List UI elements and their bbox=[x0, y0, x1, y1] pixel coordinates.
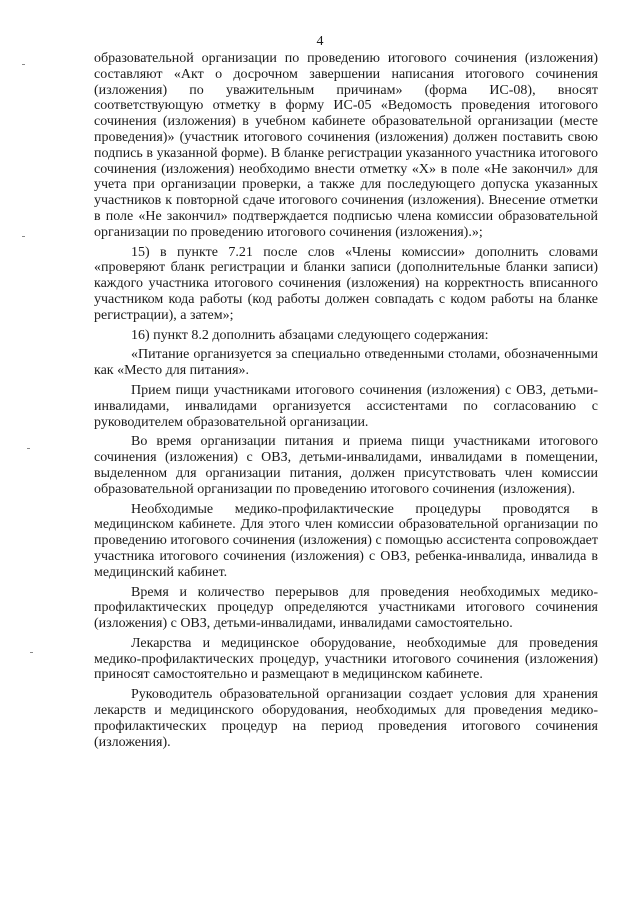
paragraph-meals: «Питание организуется за специально отведенными столами, обозначенными как «Место для питания». bbox=[94, 347, 598, 379]
document-body bbox=[94, 51, 598, 750]
margin-mark bbox=[22, 236, 25, 237]
paragraph-meal-assistance: Прием пищи участниками итогового сочинения (изложения) с ОВЗ, детьми-инвалидами, инвалидами организуется ассистентами по согласованию с руководителем образовательной организации. bbox=[94, 382, 598, 430]
paragraph-meal-supervision: Во время организации питания и приема пищи участниками итогового сочинения (изложения) с ОВЗ, детьми-инвалидами, инвалидами в помещении, выделенном для организации питания, должен присутствовать член комиссии образовательной организации по проведению итогового сочинения (изложения). bbox=[94, 434, 598, 497]
margin-mark bbox=[22, 64, 25, 65]
margin-mark bbox=[27, 448, 30, 449]
paragraph-breaks: Время и количество перерывов для проведения необходимых медико-профилактических процедур определяются участниками итогового сочинения (изложения) с ОВЗ, детьми-инвалидами, инвалидами самостоятельно. bbox=[94, 584, 598, 632]
paragraph-medicines: Лекарства и медицинское оборудование, необходимые для проведения медико-профилактических процедур, участники итогового сочинения (изложения) приносят самостоятельно и размещают в медицинском кабинете. bbox=[94, 635, 598, 683]
margin-mark bbox=[30, 652, 33, 653]
paragraph-continuation: образовательной организации по проведению итогового сочинения (изложения) составляют «Акт о досрочном завершении написания итогового сочинения (изложения) по уважительным причинам» (форма ИС-08), вносят соответствующую отметку в форму ИС-05 «Ведомость проведения итогового сочинения (изложения) в учебном кабинете образовательной организации (месте проведения)» (участник итогового сочинения (изложения) должен поставить свою подпись в указанной форме). В бланке регистрации указанного участника итогового сочинения (изложения) необходимо внести отметку «Х» в поле «Не закончил» для учета при организации проверки, а также для последующего допуска указанных участников к повторной сдаче итогового сочинения (изложения). Внесение отметки в поле «Не закончил» подтверждается подписью члена комиссии образовательной организации по проведению итогового сочинения (изложения).»; bbox=[94, 51, 598, 240]
paragraph-storage-conditions: Руководитель образовательной организации создает условия для хранения лекарств и медицинского оборудования, необходимых для проведения медико-профилактических процедур на период проведения итогового сочинения (изложения). bbox=[94, 687, 598, 750]
paragraph-item-16: 16) пункт 8.2 дополнить абзацами следующего содержания: bbox=[131, 327, 489, 343]
paragraph-medical-procedures: Необходимые медико-профилактические процедуры проводятся в медицинском кабинете. Для этого член комиссии образовательной организации по проведению итогового сочинения (изложения) с помощью ассистента сопровождает участника итогового сочинения (изложения) с ОВЗ, ребенка-инвалида, инвалида в медицинский кабинет. bbox=[94, 501, 598, 580]
paragraph-item-15: 15) в пункте 7.21 после слов «Члены комиссии» дополнить словами «проверяют бланк регистрации и бланки записи (дополнительные бланки записи) каждого участника итогового сочинения (изложения) на корректность вписанного участником кода работы (код работы должен совпадать с кодом работы на бланке регистрации), а затем»; bbox=[94, 244, 598, 323]
page-number: 4 bbox=[316, 34, 324, 49]
